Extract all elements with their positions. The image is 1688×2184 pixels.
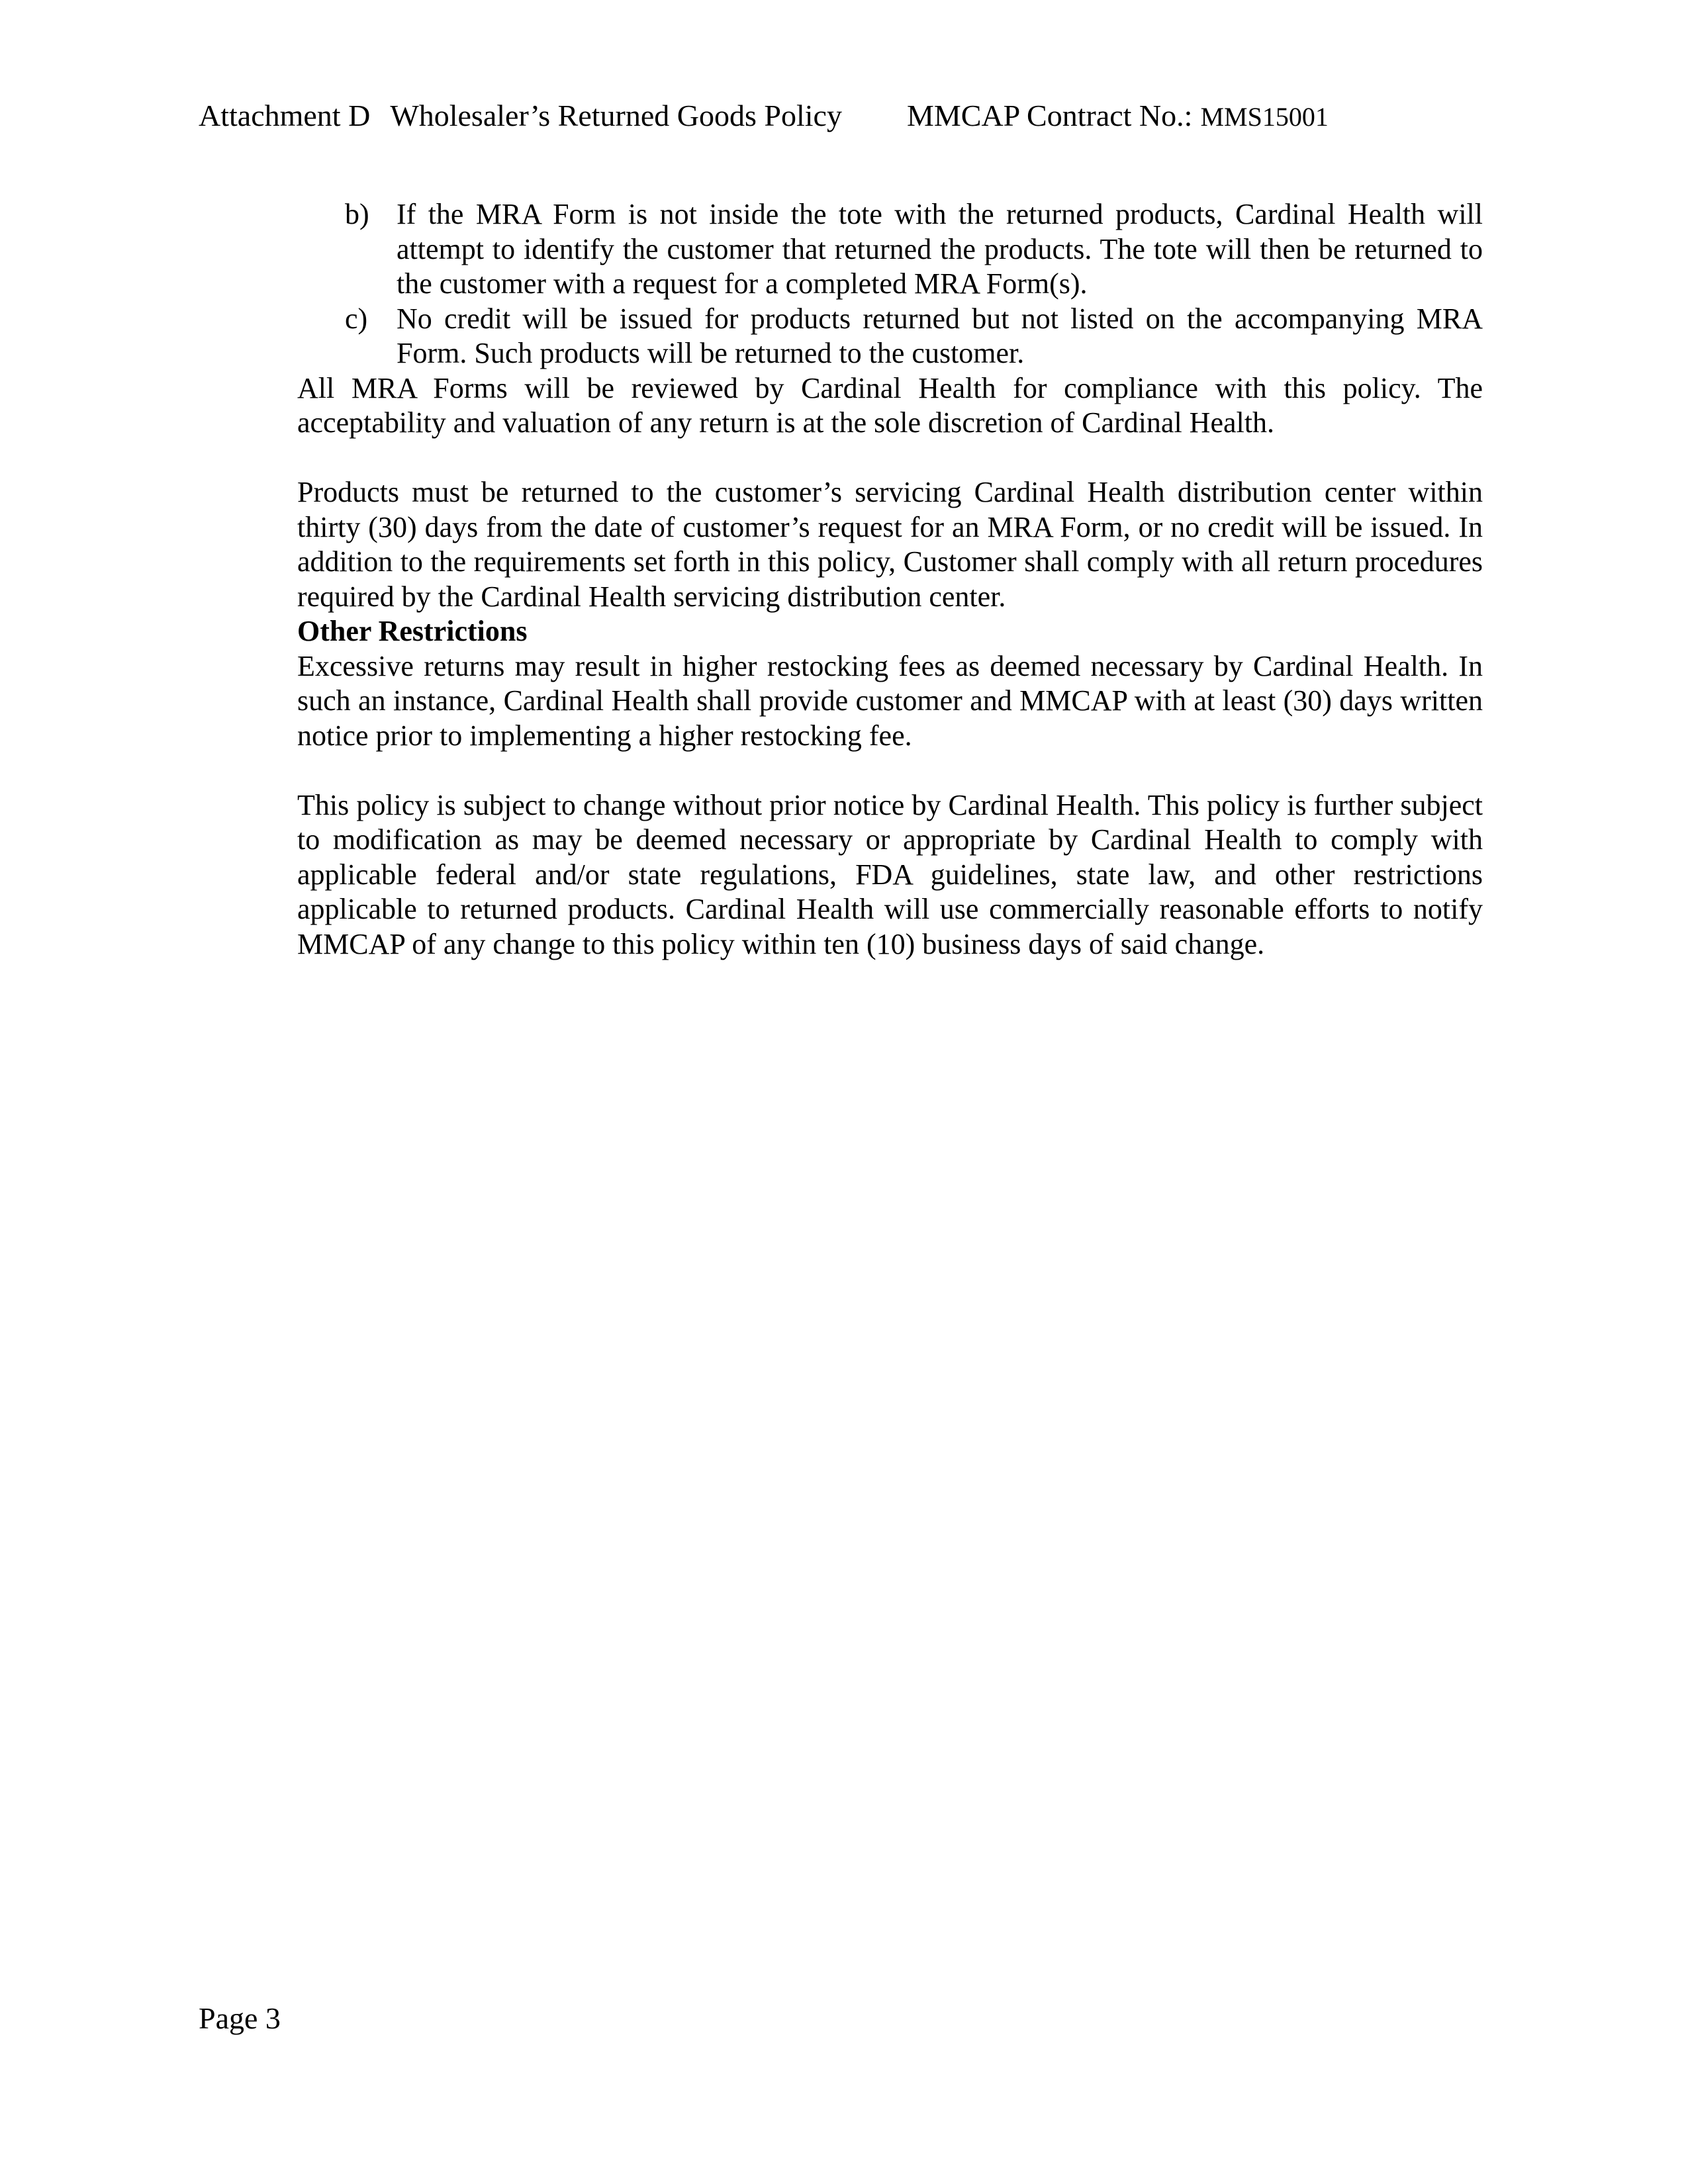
list-item-text: If the MRA Form is not inside the tote with the returned products, Cardinal Health will attempt to identify the customer that returned the products. The tote will then be returned to the customer with a request for a completed MRA Form(s).	[397, 198, 1483, 300]
contract-number: MMS15001	[1200, 102, 1329, 132]
page-header	[199, 96, 1329, 137]
contract-label: MMCAP Contract No.:	[906, 99, 1193, 132]
list-item	[297, 197, 1483, 302]
other-restrictions-paragraph: Excessive returns may result in higher restocking fees as deemed necessary by Cardinal Health. In such an instance, Cardinal Health shall provide customer and MMCAP with at least (30) days written notice prior to implementing a higher restocking fee.	[297, 649, 1483, 752]
page-number: Page 3	[199, 2001, 281, 2035]
list-item	[297, 302, 1483, 371]
list-item-text: No credit will be issued for products returned but not listed on the accompanying MRA Form. Such products will be returned to the customer.	[397, 302, 1483, 369]
section-heading: Other Restrictions	[297, 615, 528, 647]
document-body	[297, 197, 1483, 962]
attachment-label: Attachment D	[199, 99, 371, 132]
document-title: Wholesaler’s Returned Goods Policy	[390, 99, 842, 132]
list-item-marker: c)	[345, 302, 368, 335]
policy-change-paragraph: This policy is subject to change without prior notice by Cardinal Health. This policy is further subject to modification as may be deemed necessary or appropriate by Cardinal Health to comply with applicable federal and/or state regulations, FDA guidelines, state law, and other restrictions applicable to returned products. Cardinal Health will use commercially reasonable efforts to notify MMCAP of any change to this policy within ten (10) business days of said change.	[297, 788, 1483, 960]
return-timing-paragraph: Products must be returned to the customer’s servicing Cardinal Health distribution center within thirty (30) days from the date of customer’s request for an MRA Form, or no credit will be issued. In addition to the requirements set forth in this policy, Customer shall comply with all return procedures required by the Cardinal Health servicing distribution center.	[297, 476, 1483, 613]
list-item-marker: b)	[345, 198, 369, 230]
review-paragraph: All MRA Forms will be reviewed by Cardinal Health for compliance with this policy. The acceptability and valuation of any return is at the sole discretion of Cardinal Health.	[297, 371, 1483, 439]
